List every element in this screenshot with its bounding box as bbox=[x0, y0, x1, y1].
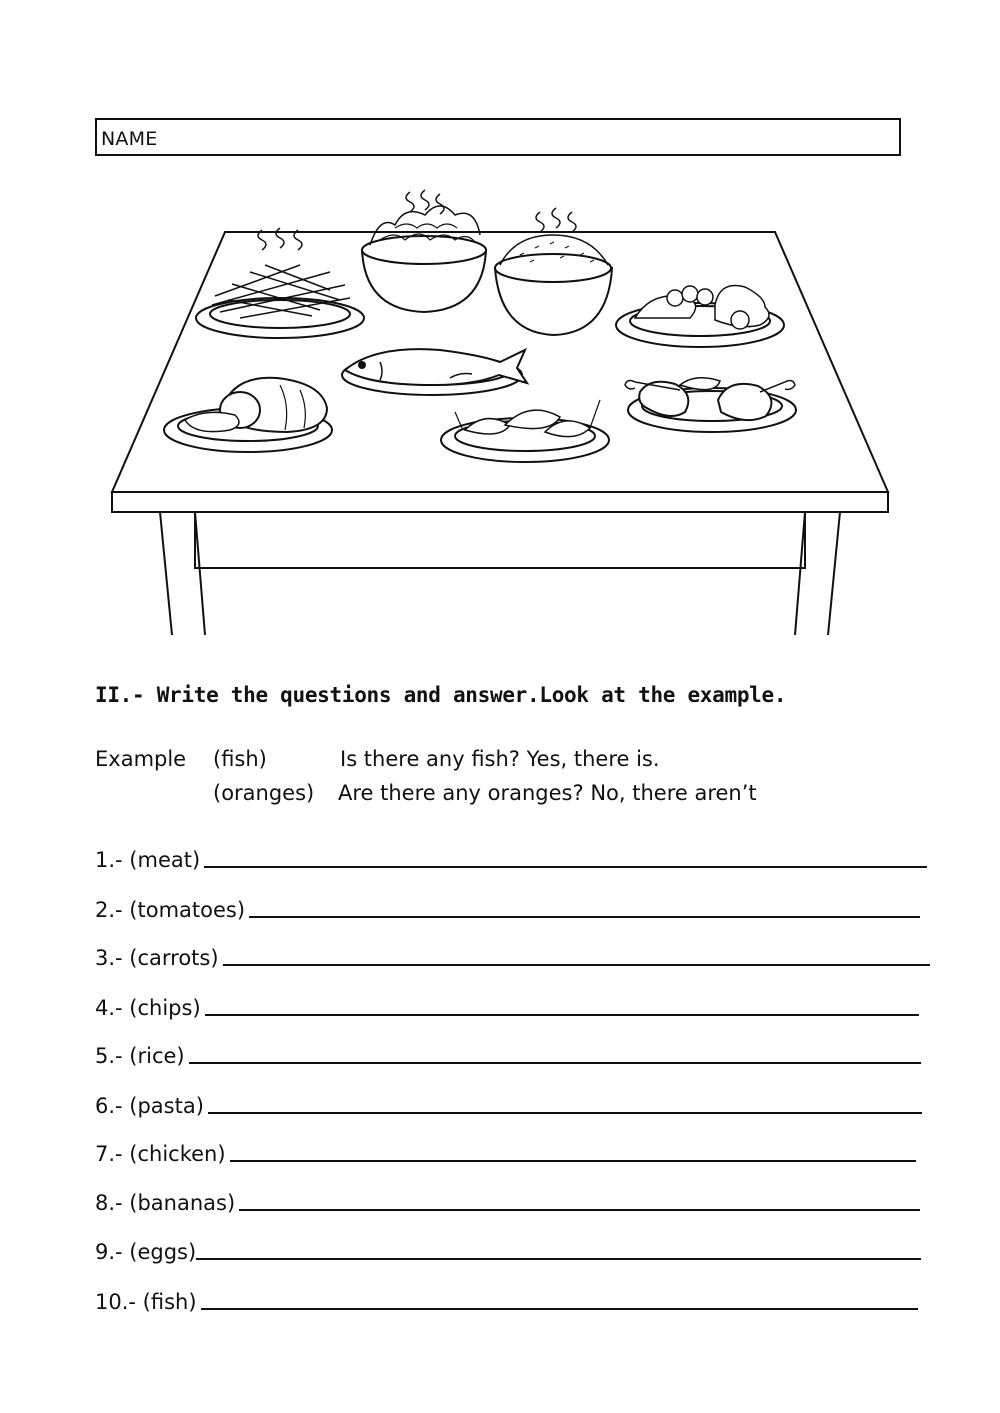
question-label: 3.- (carrots) bbox=[95, 946, 219, 970]
example-item: (oranges) bbox=[213, 781, 315, 805]
food-table-illustration bbox=[0, 180, 1000, 640]
name-field[interactable] bbox=[95, 118, 901, 156]
question-label: 9.- (eggs) bbox=[95, 1240, 197, 1264]
question-row bbox=[95, 1136, 916, 1166]
rice-bowl-icon bbox=[495, 208, 612, 335]
question-label: 4.- (chips) bbox=[95, 996, 201, 1020]
answer-line[interactable] bbox=[201, 1308, 918, 1310]
instructions-heading: II.- Write the questions and answer.Look at the example. bbox=[95, 683, 787, 707]
question-row bbox=[95, 990, 919, 1020]
answer-line[interactable] bbox=[208, 1112, 922, 1114]
question-label: 6.- (pasta) bbox=[95, 1094, 204, 1118]
example-text: Is there any fish? Yes, there is. bbox=[340, 747, 660, 771]
pasta-bowl-icon bbox=[362, 190, 486, 312]
question-label: 8.- (bananas) bbox=[95, 1191, 236, 1215]
answer-line[interactable] bbox=[196, 1258, 921, 1260]
question-row bbox=[95, 892, 920, 922]
example-label: Example bbox=[95, 747, 187, 771]
question-row bbox=[95, 1284, 918, 1314]
example-item: (fish) bbox=[213, 747, 267, 771]
question-row bbox=[95, 1185, 920, 1215]
example-text: Are there any oranges? No, there aren’t bbox=[338, 781, 757, 805]
answer-line[interactable] bbox=[230, 1160, 916, 1162]
question-row bbox=[95, 1038, 921, 1068]
question-label: 10.- (fish) bbox=[95, 1290, 197, 1314]
answer-line[interactable] bbox=[204, 866, 927, 868]
answer-line[interactable] bbox=[239, 1209, 920, 1211]
question-label: 5.- (rice) bbox=[95, 1044, 185, 1068]
question-label: 7.- (chicken) bbox=[95, 1142, 226, 1166]
answer-line[interactable] bbox=[223, 964, 930, 966]
question-label: 1.- (meat) bbox=[95, 848, 201, 872]
answer-line[interactable] bbox=[189, 1062, 921, 1064]
question-label: 2.- (tomatoes) bbox=[95, 898, 246, 922]
question-row bbox=[95, 1234, 921, 1264]
answer-line[interactable] bbox=[205, 1014, 919, 1016]
name-label: NAME bbox=[101, 128, 158, 150]
question-row bbox=[95, 1088, 922, 1118]
answer-line[interactable] bbox=[249, 916, 920, 918]
question-row bbox=[95, 940, 930, 970]
question-row bbox=[95, 842, 927, 872]
